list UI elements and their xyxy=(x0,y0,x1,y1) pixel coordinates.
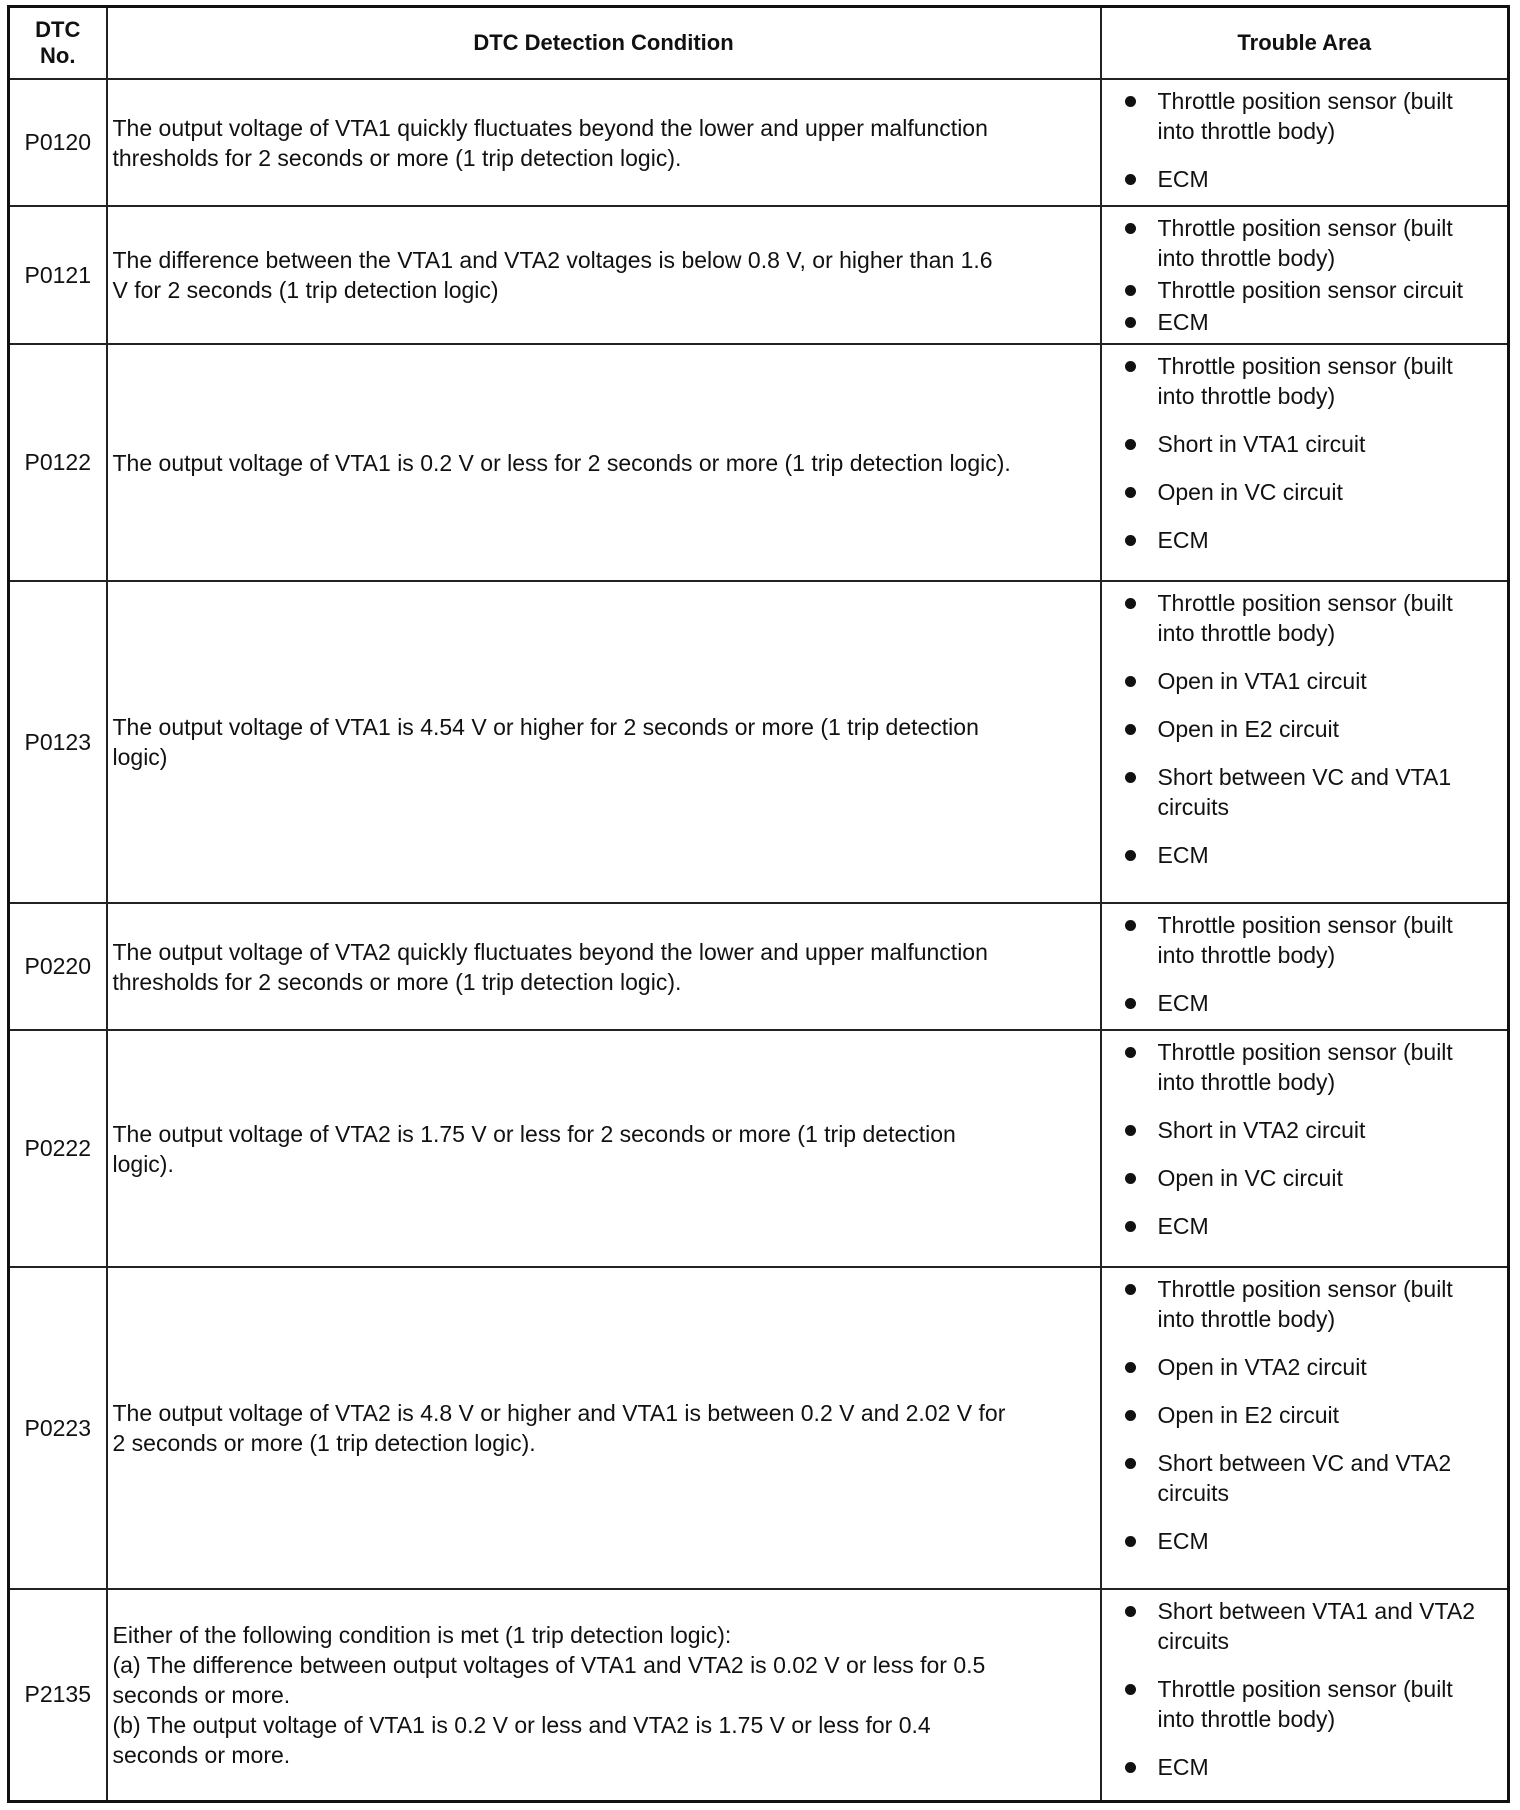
bullet-icon xyxy=(1125,1362,1136,1373)
trouble-area-item xyxy=(1158,164,1496,194)
trouble-area-text: Throttle position sensor (built into throttle body) xyxy=(1157,1276,1453,1332)
table-row xyxy=(9,79,1509,206)
trouble-area-text: Throttle position sensor (built into throttle body) xyxy=(1157,1676,1453,1732)
trouble-area-text: ECM xyxy=(1157,166,1209,192)
condition-line: (b) The output voltage of VTA1 is 0.2 V or less and VTA2 is 1.75 V or less for 0.4 xyxy=(112,1711,931,1738)
trouble-area-text: Throttle position sensor (built into throttle body) xyxy=(1157,912,1453,968)
bullet-icon xyxy=(1125,439,1136,450)
trouble-area-item xyxy=(1158,1752,1496,1782)
trouble-area xyxy=(1101,1030,1509,1267)
condition-line: 2 seconds or more (1 trip detection logic). xyxy=(112,1430,536,1456)
bullet-icon xyxy=(1125,724,1136,735)
trouble-area-item xyxy=(1158,588,1496,648)
trouble-area-text: Short between VC and VTA1 circuits xyxy=(1157,764,1452,820)
condition-line: The output voltage of VTA1 is 0.2 V or less for 2 seconds or more (1 trip detection logic). xyxy=(112,449,1011,476)
condition-line: The output voltage of VTA2 is 4.8 V or higher and VTA1 is between 0.2 V and 2.02 V for xyxy=(112,1400,1006,1426)
dtc-code: P2135 xyxy=(9,1589,107,1801)
trouble-area-item xyxy=(1158,1037,1496,1097)
trouble-area-text: Open in E2 circuit xyxy=(1157,716,1340,742)
trouble-area-item xyxy=(1158,1352,1496,1382)
dtc-table xyxy=(7,5,1510,1803)
bullet-icon xyxy=(1125,1221,1136,1232)
trouble-area-text: ECM xyxy=(1157,1528,1209,1554)
trouble-area-item xyxy=(1158,1448,1496,1508)
bullet-icon xyxy=(1125,1173,1136,1184)
bullet-icon xyxy=(1125,920,1136,931)
bullet-icon xyxy=(1125,676,1136,687)
table-row xyxy=(9,1267,1509,1589)
dtc-condition xyxy=(107,1030,1101,1267)
trouble-area-text: Short in VTA2 circuit xyxy=(1157,1117,1366,1143)
trouble-area-text: Throttle position sensor circuit xyxy=(1157,277,1464,303)
trouble-area-item xyxy=(1158,1400,1496,1430)
condition-line: The output voltage of VTA2 is 1.75 V or less for 2 seconds or more (1 trip detection xyxy=(112,1120,956,1147)
trouble-area-item xyxy=(1158,429,1496,459)
trouble-area-text: Throttle position sensor (built into throttle body) xyxy=(1157,353,1453,409)
bullet-icon xyxy=(1125,1606,1136,1617)
condition-line: The output voltage of VTA2 quickly fluctuates beyond the lower and upper malfunction xyxy=(112,938,988,965)
bullet-icon xyxy=(1125,96,1136,107)
trouble-area-text: ECM xyxy=(1157,1754,1209,1780)
trouble-area-text: Open in VC circuit xyxy=(1157,479,1343,505)
header-trouble-area: Trouble Area xyxy=(1101,7,1509,80)
trouble-area-item xyxy=(1158,307,1496,337)
bullet-icon xyxy=(1125,1284,1136,1295)
trouble-area-text: ECM xyxy=(1157,990,1209,1016)
bullet-icon xyxy=(1125,772,1136,783)
condition-line: V for 2 seconds (1 trip detection logic) xyxy=(112,277,499,303)
bullet-icon xyxy=(1125,1762,1136,1773)
bullet-icon xyxy=(1125,285,1136,296)
trouble-area-text: Open in VTA2 circuit xyxy=(1157,1354,1367,1380)
trouble-area xyxy=(1101,1589,1509,1801)
condition-line: thresholds for 2 seconds or more (1 trip detection logic). xyxy=(112,144,682,171)
trouble-area-item xyxy=(1158,1211,1496,1241)
trouble-area-text: ECM xyxy=(1157,1213,1209,1239)
table-row xyxy=(9,344,1509,581)
dtc-condition xyxy=(107,1267,1101,1589)
dtc-condition xyxy=(107,79,1101,206)
trouble-area-text: Short in VTA1 circuit xyxy=(1157,431,1366,457)
trouble-area-item xyxy=(1158,1163,1496,1193)
table-row xyxy=(9,581,1509,903)
trouble-area-text: Throttle position sensor (built into throttle body) xyxy=(1157,88,1453,144)
trouble-area xyxy=(1101,206,1509,344)
header-dtc-no-label: DTC No. xyxy=(35,17,81,68)
dtc-code: P0120 xyxy=(9,79,107,206)
condition-line: (a) The difference between output voltages of VTA1 and VTA2 is 0.02 V or less for 0.5 xyxy=(112,1651,986,1678)
dtc-condition xyxy=(107,903,1101,1030)
trouble-area-text: Open in VC circuit xyxy=(1157,1165,1343,1191)
trouble-area-item xyxy=(1158,1274,1496,1334)
trouble-area-text: Open in E2 circuit xyxy=(1157,1402,1340,1428)
trouble-area-item xyxy=(1158,714,1496,744)
trouble-area-item xyxy=(1158,86,1496,146)
trouble-area-text: ECM xyxy=(1157,842,1209,868)
dtc-condition xyxy=(107,206,1101,344)
dtc-condition xyxy=(107,1589,1101,1801)
table-row xyxy=(9,206,1509,344)
dtc-condition xyxy=(107,344,1101,581)
dtc-code: P0222 xyxy=(9,1030,107,1267)
condition-line: logic). xyxy=(112,1150,174,1177)
trouble-area-text: Open in VTA1 circuit xyxy=(1157,668,1367,694)
bullet-icon xyxy=(1125,1410,1136,1421)
trouble-area xyxy=(1101,79,1509,206)
trouble-area-item xyxy=(1158,840,1496,870)
dtc-code: P0123 xyxy=(9,581,107,903)
bullet-icon xyxy=(1125,1684,1136,1695)
header-row xyxy=(9,7,1509,80)
trouble-area-item xyxy=(1158,910,1496,970)
bullet-icon xyxy=(1125,598,1136,609)
condition-line: thresholds for 2 seconds or more (1 trip detection logic). xyxy=(112,968,682,995)
dtc-code: P0220 xyxy=(9,903,107,1030)
condition-line: Either of the following condition is met (1 trip detection logic): xyxy=(112,1621,732,1648)
trouble-area-text: Throttle position sensor (built into throttle body) xyxy=(1157,215,1453,271)
condition-line: The output voltage of VTA1 is 4.54 V or higher for 2 seconds or more (1 trip detection xyxy=(112,714,979,740)
condition-line: The difference between the VTA1 and VTA2 voltages is below 0.8 V, or higher than 1.6 xyxy=(112,247,993,273)
dtc-code: P0121 xyxy=(9,206,107,344)
trouble-area-item xyxy=(1158,988,1496,1018)
bullet-icon xyxy=(1125,535,1136,546)
condition-line: seconds or more. xyxy=(112,1681,291,1708)
header-dtc-no xyxy=(9,7,107,80)
bullet-icon xyxy=(1125,223,1136,234)
table-row xyxy=(9,903,1509,1030)
trouble-area-item xyxy=(1158,213,1496,273)
trouble-area-text: ECM xyxy=(1157,309,1209,335)
bullet-icon xyxy=(1125,1536,1136,1547)
trouble-area-item xyxy=(1158,477,1496,507)
trouble-area-text: ECM xyxy=(1157,527,1209,553)
bullet-icon xyxy=(1125,1047,1136,1058)
trouble-area xyxy=(1101,581,1509,903)
trouble-area xyxy=(1101,903,1509,1030)
bullet-icon xyxy=(1125,1125,1136,1136)
dtc-code: P0122 xyxy=(9,344,107,581)
trouble-area xyxy=(1101,344,1509,581)
bullet-icon xyxy=(1125,174,1136,185)
trouble-area-item xyxy=(1158,525,1496,555)
trouble-area-item xyxy=(1158,1596,1496,1656)
table-row xyxy=(9,1589,1509,1801)
trouble-area-item xyxy=(1158,275,1496,305)
trouble-area-item xyxy=(1158,351,1496,411)
bullet-icon xyxy=(1125,1458,1136,1469)
bullet-icon xyxy=(1125,487,1136,498)
trouble-area-text: Short between VTA1 and VTA2 circuits xyxy=(1157,1598,1475,1654)
header-condition: DTC Detection Condition xyxy=(107,7,1101,80)
condition-line: The output voltage of VTA1 quickly fluctuates beyond the lower and upper malfunction xyxy=(112,114,988,141)
trouble-area xyxy=(1101,1267,1509,1589)
bullet-icon xyxy=(1125,361,1136,372)
trouble-area-item xyxy=(1158,1674,1496,1734)
bullet-icon xyxy=(1125,317,1136,328)
trouble-area-item xyxy=(1158,762,1496,822)
trouble-area-item xyxy=(1158,1526,1496,1556)
dtc-code: P0223 xyxy=(9,1267,107,1589)
trouble-area-text: Short between VC and VTA2 circuits xyxy=(1157,1450,1452,1506)
trouble-area-text: Throttle position sensor (built into throttle body) xyxy=(1157,590,1453,646)
trouble-area-text: Throttle position sensor (built into throttle body) xyxy=(1157,1039,1453,1095)
condition-line: seconds or more. xyxy=(112,1741,291,1768)
trouble-area-item xyxy=(1158,666,1496,696)
table-row xyxy=(9,1030,1509,1267)
dtc-condition xyxy=(107,581,1101,903)
bullet-icon xyxy=(1125,850,1136,861)
trouble-area-item xyxy=(1158,1115,1496,1145)
bullet-icon xyxy=(1125,998,1136,1009)
condition-line: logic) xyxy=(112,744,168,770)
